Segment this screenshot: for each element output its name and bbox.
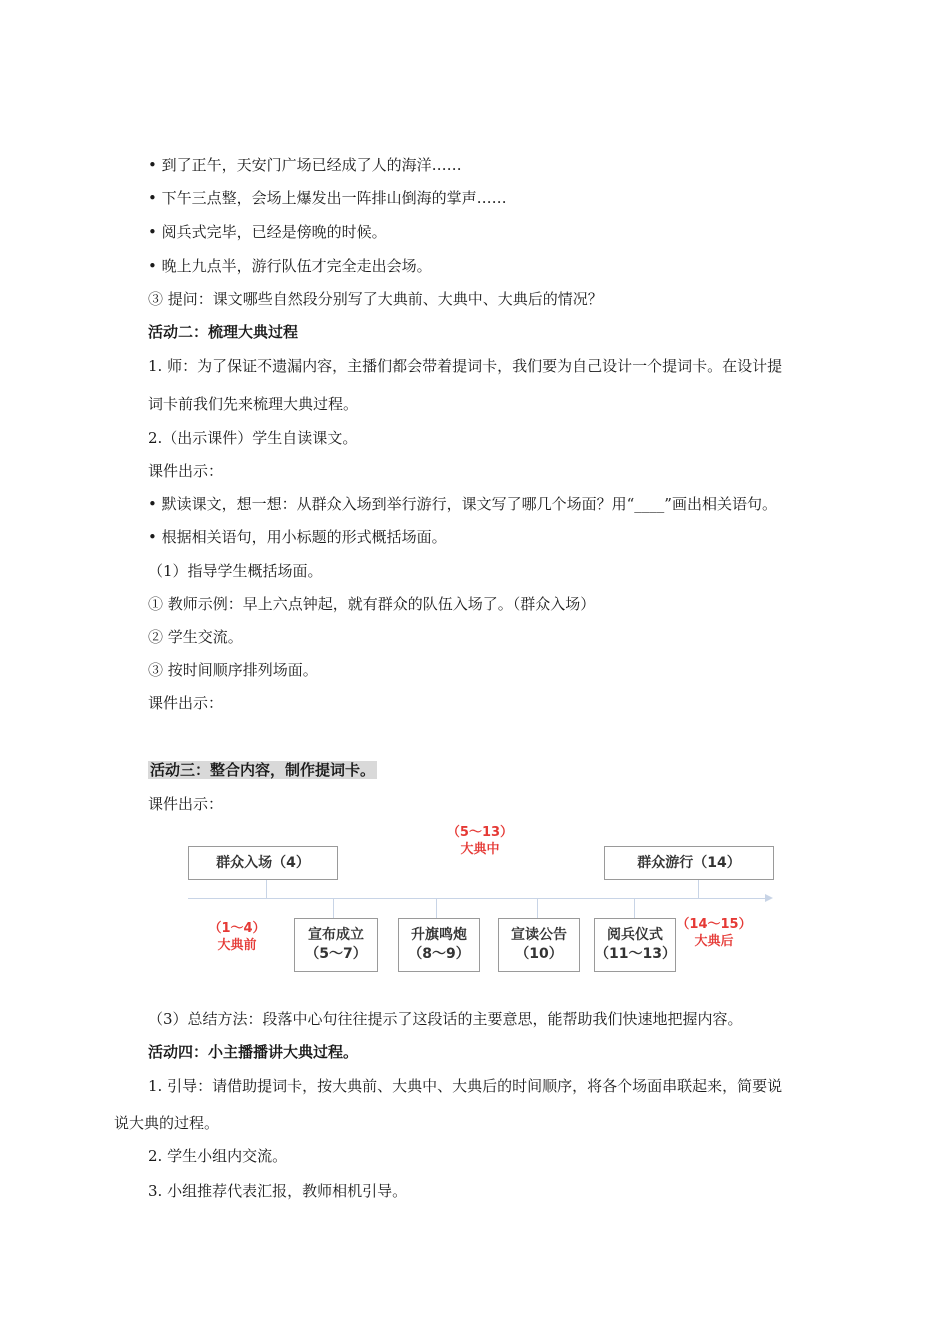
question-line: ③ 提问：课文哪些自然段分别写了大典前、大典中、大典后的情况？: [148, 290, 603, 308]
before-range: （1～4）: [208, 921, 266, 936]
bullet-parade-done: • 阅兵式完毕，已经是傍晚的时候。: [148, 223, 387, 241]
teacher-example: ① 教师示例：早上六点钟起，就有群众的队伍入场了。（群众入场）: [148, 595, 596, 613]
bullet-noon: • 到了正午，天安门广场已经成了人的海洋……: [148, 156, 462, 174]
tick-parade: [698, 878, 699, 898]
activity-three-heading: [148, 760, 377, 780]
tick-3: [537, 899, 538, 919]
courseware-label-3: 课件出示：: [148, 795, 224, 813]
group-report: 3. 小组推荐代表汇报，教师相机引导。: [148, 1182, 408, 1200]
after-label: [674, 916, 754, 950]
box-military-parade-title: 阅兵仪式: [607, 927, 663, 943]
courseware-label: 课件出示：: [148, 462, 224, 480]
group-exchange: 2. 学生小组内交流。: [148, 1147, 288, 1165]
activity-four-heading: 活动四：小主播播讲大典过程。: [148, 1043, 359, 1061]
axis-arrow-icon: [765, 894, 773, 902]
bullet-summarize: • 根据相关语句，用小标题的形式概括场面。: [148, 528, 447, 546]
before-label: [200, 920, 274, 954]
box-proclamation-range: （10）: [515, 946, 563, 962]
bullet-read-silently: • 默读课文，想一想：从群众入场到举行游行，课文写了哪几个场面？用“____”画出相关语句。: [148, 495, 777, 513]
box-announce: [294, 918, 378, 972]
after-range: （14～15）: [676, 917, 752, 932]
timeline-diagram: [180, 820, 780, 990]
bullet-nine-thirty: • 晚上九点半，游行队伍才完全走出会场。: [148, 257, 432, 275]
tick-1: [333, 899, 334, 919]
box-flag-salute: [398, 918, 480, 972]
courseware-label-2: 课件出示：: [148, 694, 224, 712]
bullet-three-pm: • 下午三点整，会场上爆发出一阵排山倒海的掌声……: [148, 189, 507, 207]
student-exchange: ② 学生交流。: [148, 628, 243, 646]
middle-range: （5～13）: [446, 825, 514, 840]
activity-three-highlight: 活动三：整合内容，制作提词卡。: [150, 761, 376, 779]
box-announce-range: （5～7）: [305, 946, 367, 962]
box-proclamation-title: 宣读公告: [511, 927, 567, 943]
activity-two-heading: 活动二：梳理大典过程: [148, 323, 299, 341]
paragraph-self-read: 2.（出示课件）学生自读课文。: [148, 429, 358, 447]
tick-2: [436, 899, 437, 919]
guide-prompt-cont: 说大典的过程。: [114, 1114, 220, 1132]
box-proclamation: [498, 918, 580, 972]
timeline-axis: [188, 898, 768, 899]
tick-entry: [266, 878, 267, 898]
box-crowd-parade-text: 群众游行（14）: [637, 854, 741, 871]
guide-prompt: 1. 引导：请借助提词卡，按大典前、大典中、大典后的时间顺序，将各个场面串联起来，简要说: [148, 1077, 783, 1095]
box-military-parade: [594, 918, 676, 972]
box-crowd-entry: [188, 846, 338, 880]
middle-label: [440, 824, 520, 858]
box-crowd-parade: [604, 846, 774, 880]
guide-step: （1）指导学生概括场面。: [148, 562, 323, 580]
box-announce-title: 宣布成立: [308, 927, 364, 943]
box-flag-salute-range: （8～9）: [408, 946, 470, 962]
paragraph-teacher: 1. 师：为了保证不遗漏内容，主播们都会带着提词卡，我们要为自己设计一个提词卡。在设计提: [148, 357, 783, 375]
tick-4: [634, 899, 635, 919]
paragraph-teacher-cont: 词卡前我们先来梳理大典过程。: [148, 395, 359, 413]
box-crowd-entry-text: 群众入场（4）: [216, 854, 310, 871]
summary-method: （3）总结方法：段落中心句往往提示了这段话的主要意思，能帮助我们快速地把握内容。: [148, 1010, 743, 1028]
box-military-parade-range: （11～13）: [595, 946, 676, 962]
before-text: 大典前: [217, 938, 257, 953]
order-scenes: ③ 按时间顺序排列场面。: [148, 661, 318, 679]
box-flag-salute-title: 升旗鸣炮: [411, 927, 467, 943]
middle-text: 大典中: [460, 842, 500, 857]
after-text: 大典后: [694, 934, 734, 949]
